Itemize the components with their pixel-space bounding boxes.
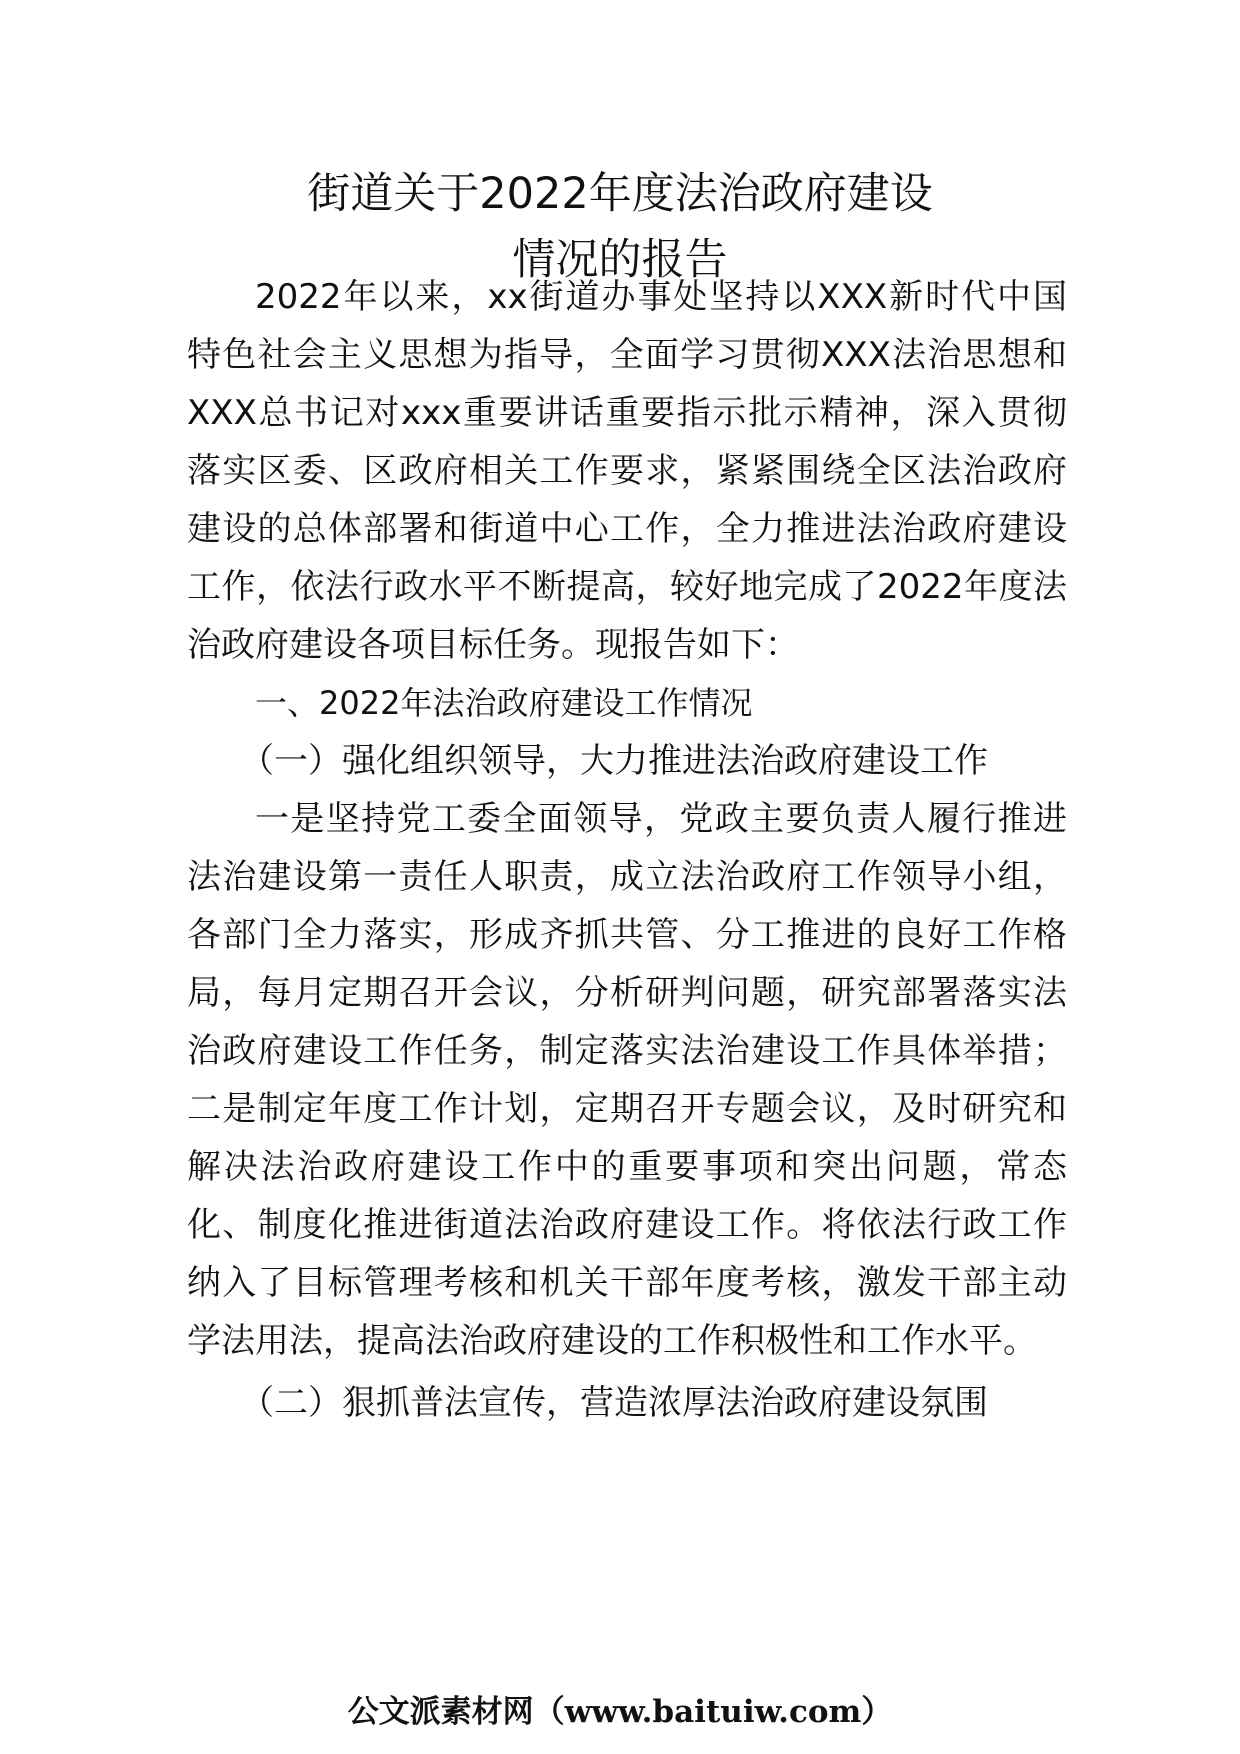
body-line: 工作，依法行政水平不断提高，较好地完成了2022年度法 <box>187 567 1067 607</box>
watermark-footer: 公文派素材网（www.baituiw.com） <box>347 1694 893 1730</box>
body-line: 学法用法，提高法治政府建设的工作积极性和工作水平。 <box>187 1321 1037 1361</box>
document-title: 街道关于2022年度法治政府建设 <box>307 169 933 219</box>
body-line: XXX总书记对xxx重要讲话重要指示批示精神，深入贯彻 <box>187 393 1067 433</box>
body-line: 纳入了目标管理考核和机关干部年度考核，激发干部主动 <box>187 1263 1067 1303</box>
body-line: 落实区委、区政府相关工作要求，紧紧围绕全区法治政府 <box>187 451 1067 491</box>
body-line: 2022年以来，xx街道办事处坚持以XXX新时代中国 <box>255 277 1067 317</box>
body-line: 局，每月定期召开会议，分析研判问题，研究部署落实法 <box>187 973 1067 1013</box>
section-heading: 一、2022年法治政府建设工作情况 <box>255 684 753 722</box>
subsection-heading: （二）狠抓普法宣传，营造浓厚法治政府建设氛围 <box>240 1383 988 1423</box>
subsection-heading: （一）强化组织领导，大力推进法治政府建设工作 <box>240 741 988 781</box>
document-title-continued: 情况的报告 <box>512 235 728 285</box>
body-line: 解决法治政府建设工作中的重要事项和突出问题，常态 <box>187 1147 1067 1187</box>
body-line: 化、制度化推进街道法治政府建设工作。将依法行政工作 <box>187 1205 1067 1245</box>
body-line: 法治建设第一责任人职责，成立法治政府工作领导小组， <box>187 857 1067 897</box>
body-line: 一是坚持党工委全面领导，党政主要负责人履行推进 <box>255 799 1067 839</box>
body-line: 特色社会主义思想为指导，全面学习贯彻XXX法治思想和 <box>187 335 1067 375</box>
body-line: 各部门全力落实，形成齐抓共管、分工推进的良好工作格 <box>187 915 1067 955</box>
body-line: 建设的总体部署和街道中心工作，全力推进法治政府建设 <box>187 509 1067 549</box>
body-line: 治政府建设各项目标任务。现报告如下： <box>187 625 799 665</box>
body-line: 二是制定年度工作计划，定期召开专题会议，及时研究和 <box>187 1089 1067 1129</box>
body-line: 治政府建设工作任务，制定落实法治建设工作具体举措； <box>187 1031 1067 1071</box>
